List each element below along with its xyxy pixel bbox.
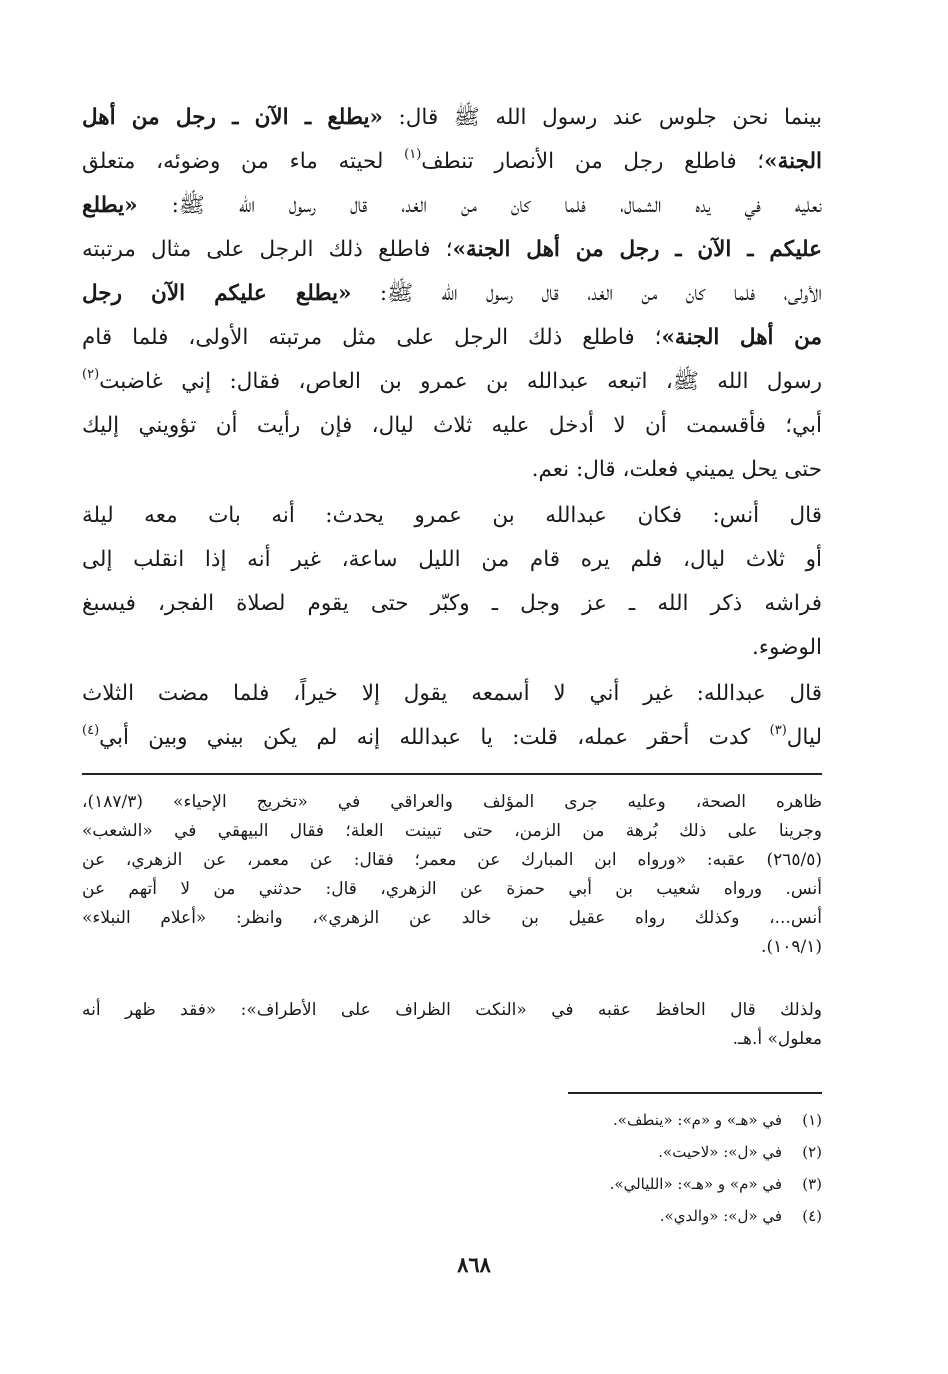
footnote-number: (١) [802,1111,822,1129]
main-line: الوضوء. [752,635,822,660]
main-line: حتى يحل يميني فعلت، قال: نعم. [531,457,822,482]
note-line: أنس. ورواه شعيب بن أبي حمزة عن الزهري، قال: حدثني من لا أتهم عن [82,879,822,899]
main-line: الأولى، فلما كان من الغد، قال رسول الله ﷺ: «يطلع عليكم الآن رجل [82,281,822,306]
footnote-item: (٢)في «ل»: «لاحيت». [658,1143,822,1161]
footnote-divider [568,1092,822,1094]
note-line: ولذلك قال الحافظ عقبه في «النكت الظراف على الأطراف»: «فقد ظهر أنه [82,1000,823,1020]
note-line: ظاهره الصحة، وعليه جرى المؤلف والعراقي في «تخريج الإحياء» (١٨٧/٣)، [82,792,822,812]
footnote-number: (٣) [802,1175,822,1193]
footnote-item: (١)في «هـ» و «م»: «ينطف». [613,1111,822,1129]
note-line: (٢٦٥/٥) عقبه: «ورواه ابن المبارك عن معمر؛ فقال: عن معمر، عن الزهري، عن [82,850,822,870]
footnote-ref: (١) [404,147,422,162]
note-line: معلول» أ.هـ. [732,1029,822,1049]
main-line: قال أنس: فكان عبدالله بن عمرو يحدث: أنه بات معه ليلة [82,503,822,528]
main-line: الجنة»؛ فاطلع رجل من الأنصار تنطف$^{(١)}$ لحيته ماء من وضوئه، متعلق [82,147,822,174]
note-line: أنس...، وكذلك رواه عقيل بن خالد عن الزهري»، وانظر: «أعلام النبلاء» [82,908,822,928]
main-line: أو ثلاث ليال، فلم يره قام من الليل ساعة، غير أنه إذا انقلب إلى [82,547,822,572]
main-line: نعليه في يده الشمال، فلما كان من الغد، قال رسول الله ﷺ: «يطلع [82,193,822,218]
note-line: وجرينا على ذلك بُرهة من الزمن، حتى تبينت العلة؛ فقال البيهقي في «الشعب» [82,821,822,841]
main-line: من أهل الجنة»؛ فاطلع ذلك الرجل على مثل مرتبته الأولى، فلما قام [82,325,822,350]
footnote-number: (٤) [802,1207,822,1225]
page-number: ٨٦٨ [457,1252,491,1277]
main-line: عليكم ـ الآن ـ رجل من أهل الجنة»؛ فاطلع ذلك الرجل على مثال مرتبته [82,237,823,262]
footnote-number: (٢) [802,1143,822,1161]
main-line: أبي؛ فأقسمت أن لا أدخل عليه ثلاث ليال، فإن رأيت أن تؤويني إليك [82,413,822,438]
footnote-item: (٣)في «م» و «هـ»: «الليالي». [609,1175,822,1193]
section-divider [82,773,822,775]
main-line: قال عبدالله: غير أني لا أسمعه يقول إلا خيراً، فلما مضت الثلاث [82,681,822,706]
footnote-ref: (٤) [82,723,100,738]
main-line: فراشه ذكر الله ـ عز وجل ـ وكبّر حتى يقوم لصلاة الفجر، فيسبغ [82,591,822,616]
footnote-item: (٤)في «ل»: «والدي». [659,1207,822,1225]
main-line: رسول الله ﷺ، اتبعه عبدالله بن عمرو بن العاص، فقال: إني غاضبت$^{(٢)}$ [82,367,822,394]
footnote-ref: (٣) [769,723,787,738]
note-line: (١٠٩/١). [761,937,822,957]
main-line: ليال$^{(٣)}$ كدت أحقر عمله، قلت: يا عبدالله إنه لم يكن بيني وبين أبي$^{(٤)}$ [82,723,822,750]
footnote-ref: (٢) [82,367,100,382]
main-line: بينما نحن جلوس عند رسول الله ﷺ قال: «يطلع ـ الآن ـ رجل من أهل [82,105,822,130]
